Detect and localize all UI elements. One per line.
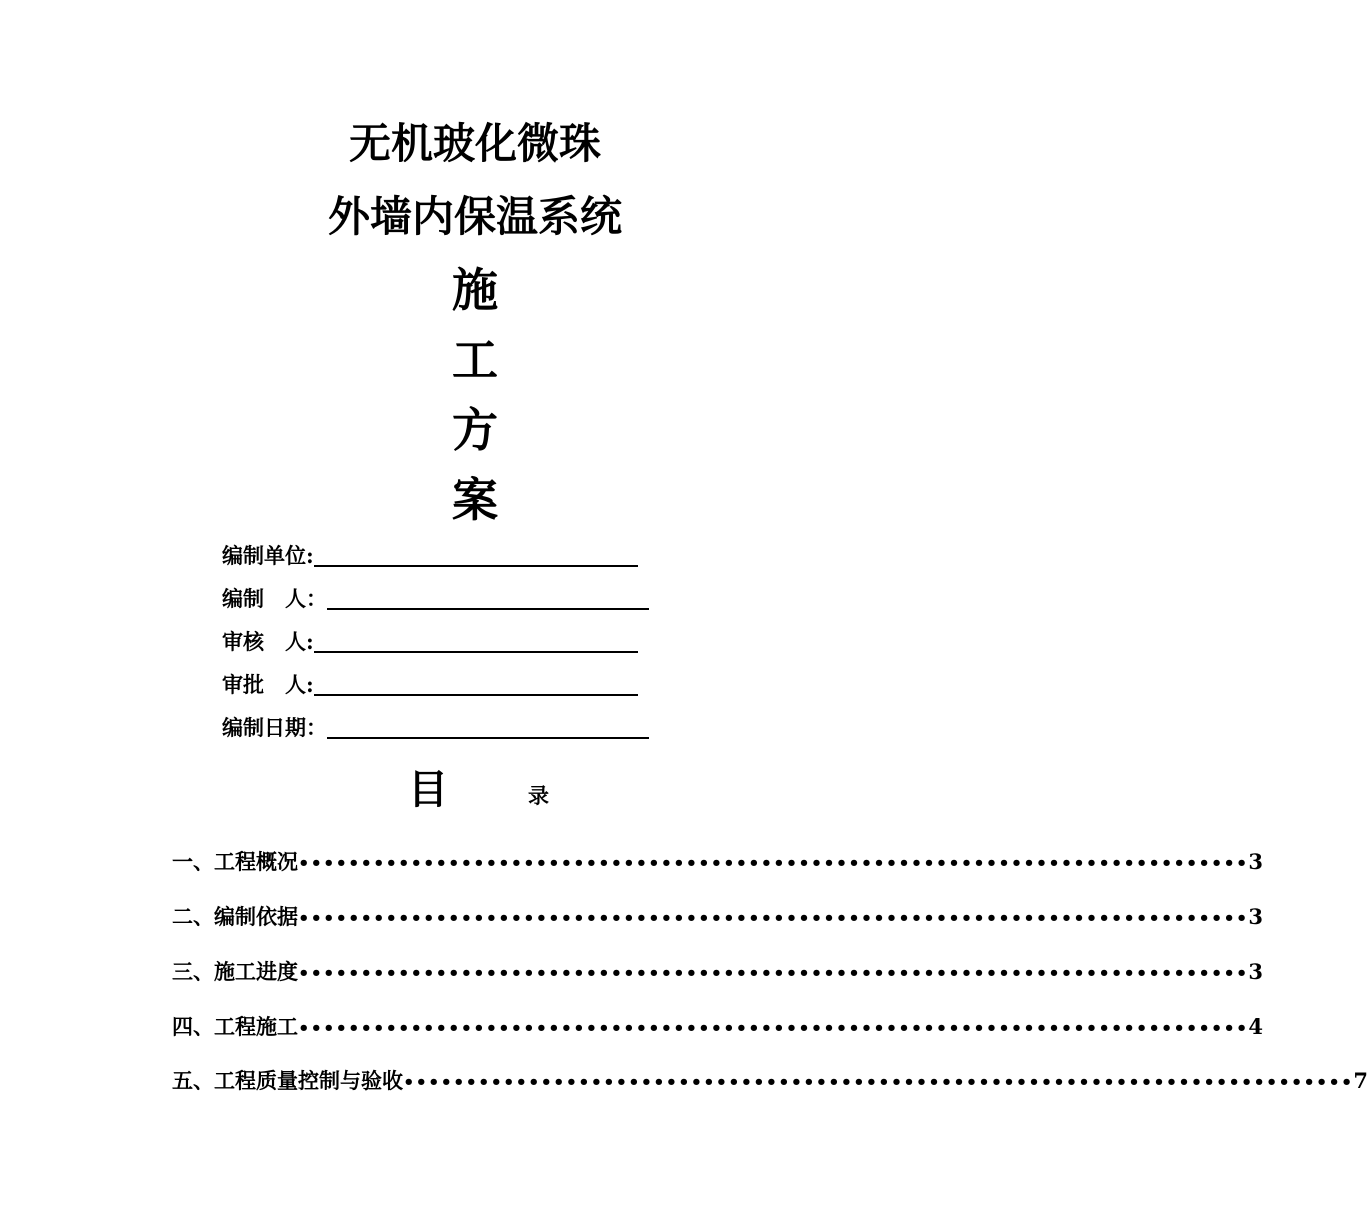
field-compiling-unit <box>222 541 638 571</box>
field-blank-line <box>327 584 649 610</box>
toc-item[interactable] <box>172 957 1263 987</box>
toc-leader-dots: •••••••••••••••••••••••••••••••••••••••••••••••••••••••••••••••••••••••••••• <box>298 908 1249 929</box>
title-line-1: 无机玻化微珠 <box>348 119 601 168</box>
toc-item-text: 一、工程概况 <box>172 849 298 874</box>
toc-item[interactable] <box>172 902 1263 932</box>
toc-item-page: 7 <box>1353 1068 1368 1093</box>
toc-item-page: 3 <box>1248 959 1263 984</box>
toc-leader-dots: •••••••••••••••••••••••••••••••••••••••••••••••••••••••••••••••••••••••••••• <box>298 963 1249 984</box>
field-compiler <box>222 584 649 614</box>
field-label: 编制 人： <box>222 586 327 611</box>
field-approver <box>222 670 638 700</box>
title-char-3: 方 <box>452 403 498 457</box>
field-label: 编制日期： <box>222 715 327 740</box>
field-blank-line <box>314 541 638 567</box>
field-label: 编制单位: <box>222 543 314 568</box>
toc-item[interactable] <box>172 847 1263 877</box>
toc-leader-dots: •••••••••••••••••••••••••••••••••••••••••••••••••••••••••••••••••••••••••••• <box>298 853 1249 874</box>
field-label: 审批 人: <box>222 672 314 697</box>
field-compile-date <box>222 713 649 743</box>
field-blank-line <box>314 627 638 653</box>
toc-heading-mu: 目 <box>408 766 448 813</box>
toc-item-text: 五、工程质量控制与验收 <box>172 1068 403 1093</box>
toc-item-text: 二、编制依据 <box>172 904 298 929</box>
toc-leader-dots: •••••••••••••••••••••••••••••••••••••••••••••••••••••••••••••••••••••••••••• <box>403 1072 1354 1093</box>
title-char-1: 施 <box>452 263 498 317</box>
toc-item-page: 3 <box>1248 849 1263 874</box>
toc-heading-lu: 录 <box>528 783 549 808</box>
toc-item-page: 3 <box>1248 904 1263 929</box>
toc-item[interactable] <box>172 1012 1263 1042</box>
field-reviewer <box>222 627 638 657</box>
field-label: 审核 人: <box>222 629 314 654</box>
toc-leader-dots: •••••••••••••••••••••••••••••••••••••••••••••••••••••••••••••••••••••••••••• <box>298 1018 1249 1039</box>
title-line-2: 外墙内保温系统 <box>327 192 622 241</box>
title-char-2: 工 <box>452 333 498 387</box>
field-blank-line <box>314 670 638 696</box>
field-blank-line <box>327 713 649 739</box>
toc-item-text: 三、施工进度 <box>172 959 298 984</box>
toc-item[interactable] <box>172 1066 1368 1096</box>
title-char-4: 案 <box>452 473 498 527</box>
toc-item-page: 4 <box>1248 1014 1263 1039</box>
toc-item-text: 四、工程施工 <box>172 1014 298 1039</box>
